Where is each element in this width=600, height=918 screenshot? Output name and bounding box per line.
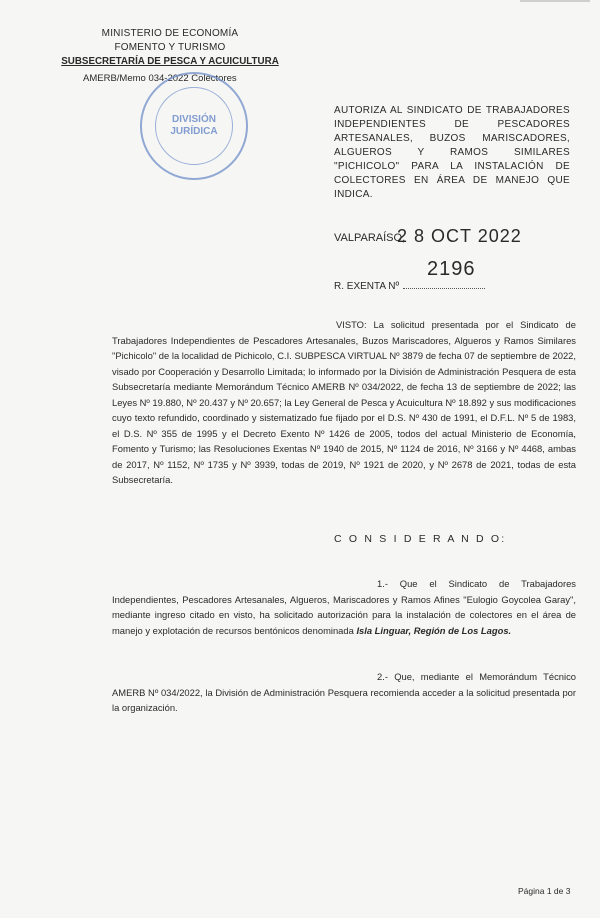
header-ministry: MINISTERIO DE ECONOMÍA bbox=[101, 28, 239, 39]
considerando-1 bbox=[112, 576, 576, 638]
number-dotted-line bbox=[403, 288, 485, 289]
page-number: Página 1 de 3 bbox=[518, 886, 571, 896]
rexenta-text: R. EXENTA Nº bbox=[334, 281, 400, 292]
considerando-1-body bbox=[112, 576, 576, 638]
header-fomento: FOMENTO Y TURISMO bbox=[114, 42, 226, 53]
considerando-2-text: 2.- Que, mediante el Memorándum Técnico AMERB Nº 034/2022, la División de Administración Pesquera recomienda acceder a la solicitud presentada por la organización. bbox=[112, 671, 576, 713]
considerando-1-text: 1.- Que el Sindicato de Trabajadores Independientes, Pescadores Artesanales, Algueros, Mariscadores y Ramos Afines "Eulogio Goycolea Garay", mediante ingreso citado en visto, ha solicitado autorización para la instalación de colectores en el área de manejo y explotación de recursos bentónicos denominada bbox=[112, 578, 576, 636]
considerando-1-area: Isla Linguar, Región de Los Lagos. bbox=[356, 624, 512, 636]
ministry-header bbox=[60, 27, 280, 69]
resolution-title: AUTORIZA AL SINDICATO DE TRABAJADORES INDEPENDIENTES DE PESCADORES ARTESANALES, BUZOS MARISCADORES, ALGUEROS Y RAMOS SIMILARES "PICHICOLO" PARA LA INSTALACIÓN DE COLECTORES EN ÁREA DE MANEJO QUE INDICA. bbox=[334, 105, 570, 200]
scan-edge-mark bbox=[520, 0, 590, 2]
header-subsecretaria: SUBSECRETARÍA DE PESCA Y ACUICULTURA bbox=[61, 56, 279, 67]
exempt-resolution-label bbox=[334, 281, 485, 292]
considerando-2 bbox=[112, 669, 576, 716]
visto-paragraph bbox=[112, 317, 576, 488]
date-stamp: 2 8 OCT 2022 bbox=[397, 226, 522, 246]
visto-text: VISTO: La solicitud presentada por el Sindicato de Trabajadores Independientes de Pescadores Artesanales, Buzos Mariscadores, Algueros y Ramos Similares "Pichicolo" de la localidad de Pichicolo, C.I. SUBPESCA VIRTUAL Nº 3879 de fecha 07 de septiembre de 2022, visado por Cooperación y Desarrollo Limitada; lo informado por la División de Administración Pesquera de esta Subsecretaría mediante Memorándum Técnico AMERB Nº 034/2022, de fecha 13 de septiembre de 2022; las Leyes Nº 19.880, Nº 20.437 y Nº 20.657; la Ley General de Pesca y Acuicultura Nº 18.892 y sus modificaciones cuyo texto refundido, coordinado y sistematizado fue fijado por el D.S. Nº 430 de 1991, el D.F.L. Nº 5 de 1983, el D.S. Nº 355 de 1995 y el Decreto Exento Nº 1426 de 2005, todos del actual Ministerio de Economía, Fomento y Turismo; las Resoluciones Exentas Nº 1940 de 2015, Nº 1124 de 2016, Nº 3166 y Nº 4468, ambas de 2017, Nº 1152, Nº 1735 y Nº 3939, todas de 2019, Nº 1921 de 2020, y Nº 2678 de 2021, todas de esta Subsecretaría. bbox=[112, 319, 576, 485]
stamp-line-2: JURÍDICA bbox=[170, 126, 218, 137]
memo-reference: AMERB/Memo 034-2022 Colectores bbox=[83, 73, 237, 84]
stamp-line-1: DIVISIÓN bbox=[172, 114, 216, 125]
division-juridica-stamp bbox=[140, 72, 248, 180]
considerando-heading: C O N S I D E R A N D O: bbox=[334, 533, 507, 545]
resolution-number: 2196 bbox=[427, 258, 476, 280]
place: VALPARAÍSO, bbox=[334, 232, 406, 244]
